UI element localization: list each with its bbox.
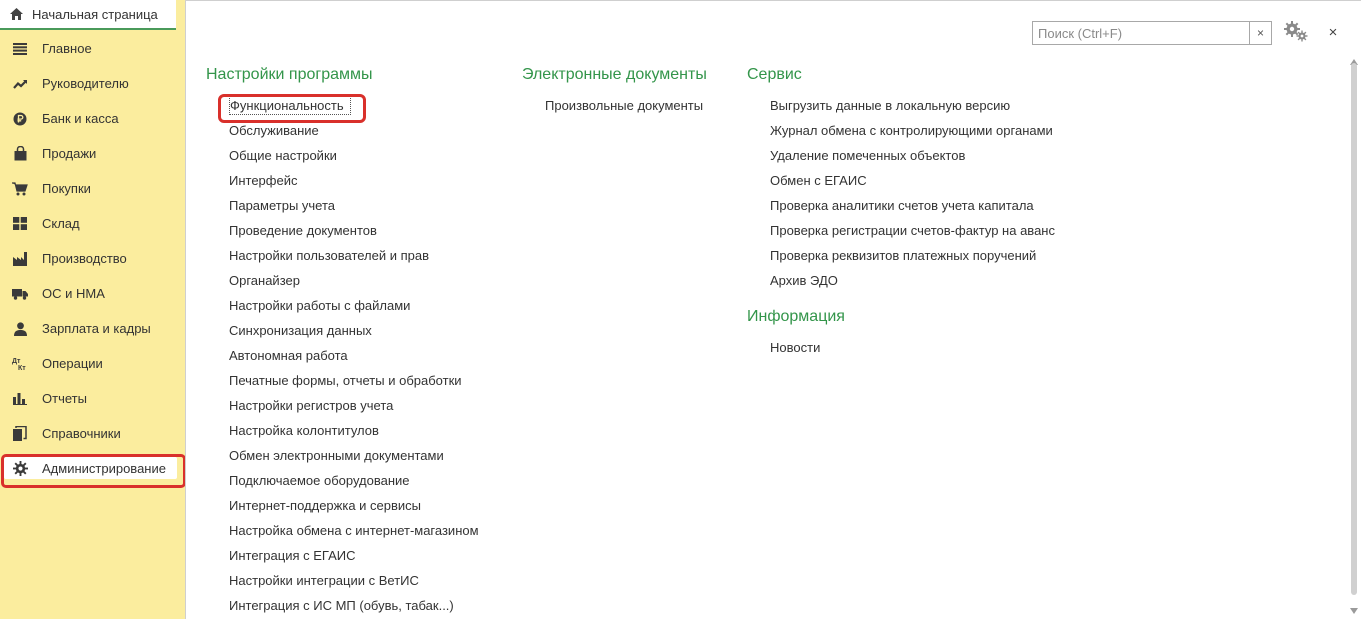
- sidebar-item-main[interactable]: [0, 31, 185, 66]
- list-item[interactable]: Обмен электронными документами: [229, 448, 444, 463]
- section-title-edocs[interactable]: Электронные документы: [522, 66, 707, 83]
- settings-section: [206, 63, 479, 618]
- sidebar-item-label: Отчеты: [42, 391, 87, 406]
- dt-glyph: Дт: [12, 358, 21, 365]
- sidebar-item-assets[interactable]: [0, 276, 185, 311]
- list-item[interactable]: Печатные формы, отчеты и обработки: [229, 373, 462, 388]
- list-item[interactable]: Журнал обмена с контролирующими органами: [770, 123, 1053, 138]
- list-item[interactable]: Обслуживание: [229, 123, 319, 138]
- dt-kt-icon: [11, 356, 29, 372]
- search-clear-button[interactable]: ×: [1249, 22, 1271, 44]
- search-input[interactable]: [1033, 22, 1249, 44]
- home-icon: [8, 6, 24, 22]
- sidebar-item-label: ОС и НМА: [42, 286, 105, 301]
- sidebar-item-label: Продажи: [42, 146, 97, 161]
- list-item[interactable]: Интеграция с ИС МП (обувь, табак...): [229, 598, 454, 613]
- gear-icon: [11, 461, 29, 477]
- sidebar-item-warehouse[interactable]: [0, 206, 185, 241]
- shopping-bag-icon: [11, 146, 29, 162]
- sidebar-item-label: Производство: [42, 251, 127, 266]
- sidebar-item-operations[interactable]: [0, 346, 185, 381]
- section-title-settings[interactable]: Настройки программы: [206, 66, 373, 83]
- vertical-scrollbar[interactable]: [1348, 53, 1360, 618]
- truck-icon: [11, 286, 29, 302]
- list-item[interactable]: Интеграция с ЕГАИС: [229, 548, 356, 563]
- list-item[interactable]: Общие настройки: [229, 148, 337, 163]
- scroll-up-arrow-icon[interactable]: [1350, 53, 1358, 61]
- sidebar-item-administration[interactable]: [0, 451, 185, 486]
- menu-lines-icon: [11, 41, 29, 57]
- sidebar-item-label: Зарплата и кадры: [42, 321, 151, 336]
- trend-up-icon: [11, 76, 29, 92]
- list-item[interactable]: Настройки работы с файлами: [229, 298, 411, 313]
- sidebar-item-salary[interactable]: [0, 311, 185, 346]
- sidebar-item-production[interactable]: [0, 241, 185, 276]
- list-item[interactable]: Синхронизация данных: [229, 323, 372, 338]
- list-item[interactable]: Настройка колонтитулов: [229, 423, 379, 438]
- sidebar-item-sales[interactable]: [0, 136, 185, 171]
- list-item[interactable]: Настройки регистров учета: [229, 398, 394, 413]
- list-item[interactable]: Проверка регистрации счетов-фактур на аванс: [770, 223, 1055, 238]
- gears-icon: [1283, 20, 1309, 45]
- close-button[interactable]: ×: [1328, 23, 1338, 41]
- main-panel: [185, 0, 1361, 619]
- scroll-down-arrow-icon[interactable]: [1350, 602, 1358, 610]
- sidebar: [0, 0, 185, 619]
- sidebar-item-bank[interactable]: [0, 101, 185, 136]
- person-icon: [11, 321, 29, 337]
- list-item[interactable]: Проведение документов: [229, 223, 377, 238]
- sidebar-item-label: Справочники: [42, 426, 121, 441]
- list-item[interactable]: Интерфейс: [229, 173, 298, 188]
- sidebar-item-purchases[interactable]: [0, 171, 185, 206]
- info-list: [747, 335, 1055, 360]
- sidebar-item-label: Склад: [42, 216, 80, 231]
- ruble-coin-icon: [11, 111, 29, 127]
- list-item[interactable]: Проверка реквизитов платежных поручений: [770, 248, 1037, 263]
- sidebar-item-label: Руководителю: [42, 76, 129, 91]
- list-item[interactable]: Параметры учета: [229, 198, 336, 213]
- highlighted-link: [229, 93, 351, 118]
- list-item[interactable]: Интернет-поддержка и сервисы: [229, 498, 422, 513]
- settings-list: [206, 93, 479, 618]
- service-section: [747, 63, 1055, 360]
- search-box: [1032, 21, 1272, 45]
- sidebar-item-manager[interactable]: [0, 66, 185, 101]
- sidebar-item-label: Администрирование: [42, 461, 166, 476]
- edocs-list: [522, 93, 707, 118]
- sidebar-item-label: Покупки: [42, 181, 91, 196]
- list-item[interactable]: Настройки пользователей и прав: [229, 248, 430, 263]
- link-functionality[interactable]: [229, 93, 479, 118]
- sidebar-list: [0, 31, 185, 486]
- bar-chart-icon: [11, 391, 29, 407]
- list-item[interactable]: Архив ЭДО: [770, 273, 838, 288]
- sidebar-item-label: Банк и касса: [42, 111, 119, 126]
- list-item[interactable]: Автономная работа: [229, 348, 348, 363]
- section-title-service[interactable]: Сервис: [747, 66, 802, 83]
- list-item[interactable]: Органайзер: [229, 273, 300, 288]
- list-item[interactable]: Новости: [770, 340, 821, 355]
- section-title-info[interactable]: Информация: [747, 308, 845, 325]
- info-section: [747, 305, 1055, 360]
- kt-glyph: Кт: [18, 365, 26, 371]
- sidebar-item-label: Операции: [42, 356, 103, 371]
- service-list: [747, 93, 1055, 293]
- list-item[interactable]: Настройка обмена с интернет-магазином: [229, 523, 479, 538]
- list-item[interactable]: Обмен с ЕГАИС: [770, 173, 867, 188]
- factory-icon: [11, 251, 29, 267]
- list-item[interactable]: Настройки интеграции с ВетИС: [229, 573, 419, 588]
- sidebar-item-catalogs[interactable]: [0, 416, 185, 451]
- warehouse-grid-icon: [11, 216, 29, 232]
- home-tab-label: Начальная страница: [32, 6, 158, 22]
- list-item[interactable]: Выгрузить данные в локальную версию: [770, 98, 1011, 113]
- edocs-section: [522, 63, 707, 118]
- settings-button[interactable]: [1282, 19, 1310, 45]
- scrollbar-thumb[interactable]: [1351, 63, 1357, 595]
- home-tab[interactable]: [0, 0, 176, 30]
- list-item[interactable]: Удаление помеченных объектов: [770, 148, 966, 163]
- list-item[interactable]: Подключаемое оборудование: [229, 473, 410, 488]
- list-item[interactable]: Произвольные документы: [545, 98, 704, 113]
- cart-icon: [11, 181, 29, 197]
- sidebar-item-label: Главное: [42, 41, 92, 56]
- list-item[interactable]: Проверка аналитики счетов учета капитала: [770, 198, 1034, 213]
- link-label: Функциональность: [229, 96, 351, 115]
- sidebar-item-reports[interactable]: [0, 381, 185, 416]
- books-icon: [11, 426, 29, 442]
